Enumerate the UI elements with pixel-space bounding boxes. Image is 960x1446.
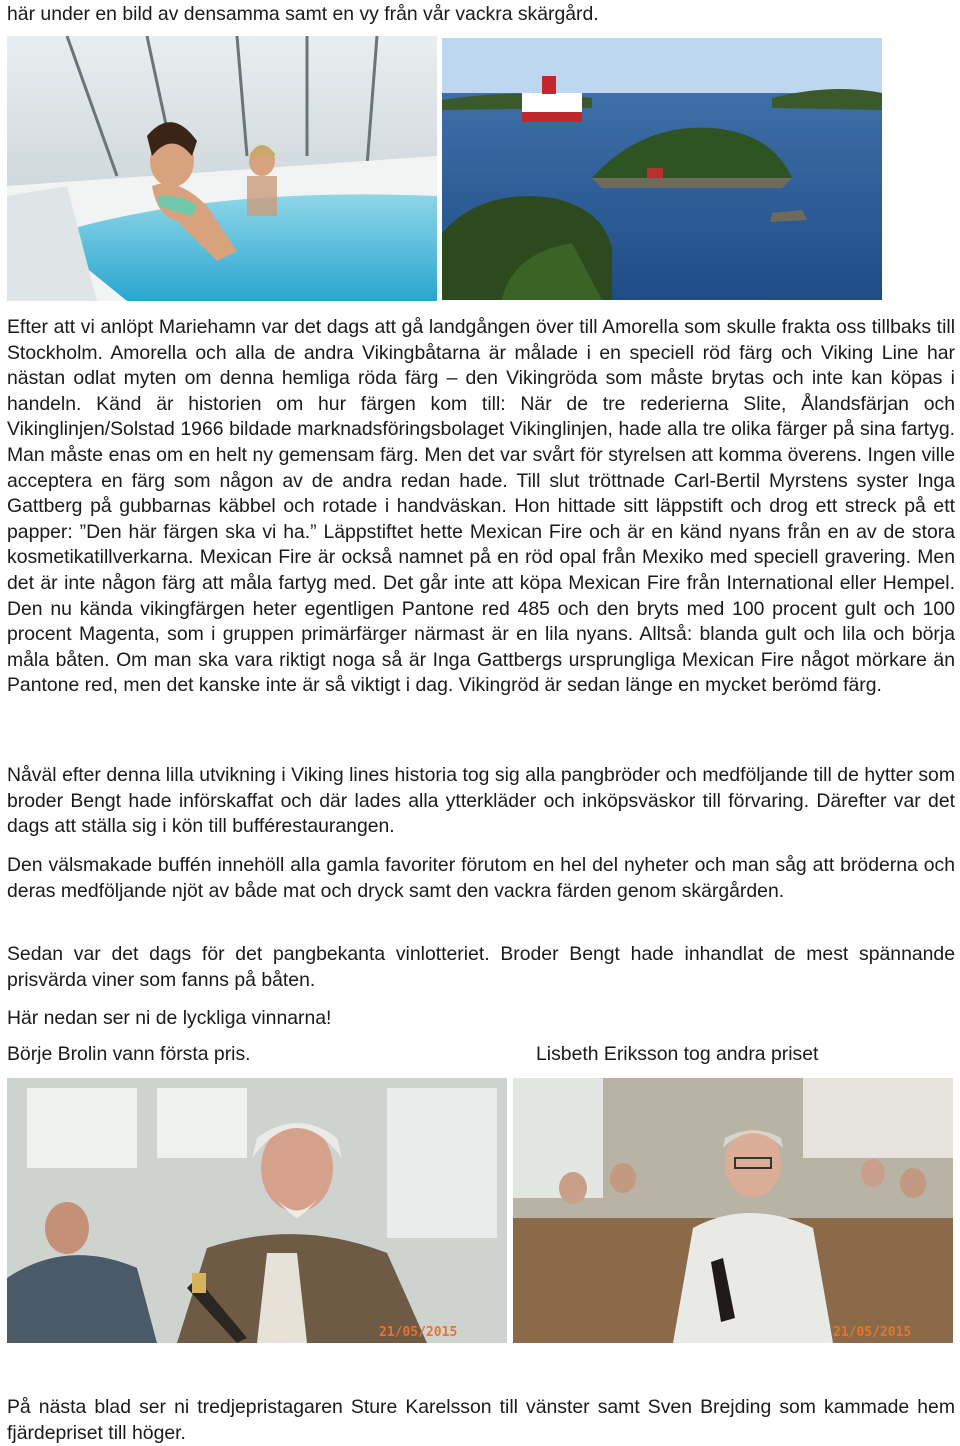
winner-first-prize-photo [7, 1078, 507, 1343]
archipelago-ship-photo [442, 38, 882, 300]
intro-line: här under en bild av densamma samt en vy från vår vackra skärgård. [7, 3, 599, 25]
cabins-paragraph: Nåväl efter denna lilla utvikning i Viking lines historia tog sig alla pangbröder och medföljande till de hytter som broder Bengt hade införskaffat och där lades alla ytterkläder och inköpsväskor till förvaring. Därefter var det dags att ställa sig i kön till bufférestaurangen. [7, 764, 955, 838]
next-page-paragraph: På nästa blad ser ni tredjepristagaren Sture Karelsson till vänster samt Sven Brejding som kammade hem fjärdepriset till höger. [7, 1396, 955, 1444]
winners-intro: Här nedan ser ni de lyckliga vinnarna! [7, 1007, 332, 1029]
caption-first-prize: Börje Brolin vann första pris. [7, 1043, 251, 1065]
buffet-paragraph: Den välsmakade buffén innehöll alla gamla favoriter förutom en hel del nyheter och man såg att bröderna och deras medföljande njöt av både mat och dryck samt den vackra färden genom skärgården. [7, 854, 955, 902]
lottery-paragraph: Sedan var det dags för det pangbekanta vinlotteriet. Broder Bengt hade inhandlat de mest spännande prisvärda viner som fanns på båten. [7, 943, 955, 991]
spa-pool-photo [7, 36, 437, 301]
photo-date-stamp-2: 21/05/2015 [833, 1325, 912, 1340]
photo-date-stamp-1: 21/05/2015 [379, 1325, 458, 1340]
history-paragraph: Efter att vi anlöpt Mariehamn var det dags att gå landgången över till Amorella som skulle frakta oss tillbaks till Stockholm. Amorella och alla de andra Vikingbåtarna är målade i en speciell röd färg och Viking Line har nästan odlat myten om denna hemliga röda färg – den Vikingröda som måste brytas och inte kan köpas i handeln. Känd är historien om hur färgen kom till: När de tre rederierna Slite, Ålandsfärjan och Vikinglinjen/Solstad 1966 bildade marknadsföringsbolaget Vikinglinjen, hade alla tre olika färger på sina fartyg. Man måste enas om en helt ny gemensam färg. Men det var svårt för styrelsen att komma överens. Ingen ville acceptera en färg som någon av de andra redan hade. Till slut tröttnade Carl-Bertil Myrstens syster Inga Gattberg på gubbarnas käbbel och rotade i handväskan. Hon hittade sitt läppstift och drog ett streck på ett papper: ”Den här färgen ska vi ha.” Läppstiftet hette Mexican Fire och är en känd nyans från en av de stora kosmetikatillverkarna. Mexican Fire är också namnet på en röd opal från Mexiko med speciell gravering. Men det är inte någon färg att måla fartyg med. Det går inte att köpa Mexican Fire från International eller Hempel. Den nu kända vikingfärgen heter egentligen Pantone red 485 och den bryts med 100 procent gult och 100 procent Magenta, som i gruppen primärfärger närmast är en lila nyans. Alltså: blanda gult och lila och börja måla båten. Om man ska vara riktigt noga så är Inga Gattbergs ursprungliga Mexican Fire något mörkare än Pantone red, men det kanske inte är så viktigt i dag. Vikingröd är sedan länge en mycket berömd färg. [7, 316, 955, 697]
caption-second-prize: Lisbeth Eriksson tog andra priset [536, 1043, 819, 1065]
winner-second-prize-photo [513, 1078, 953, 1343]
